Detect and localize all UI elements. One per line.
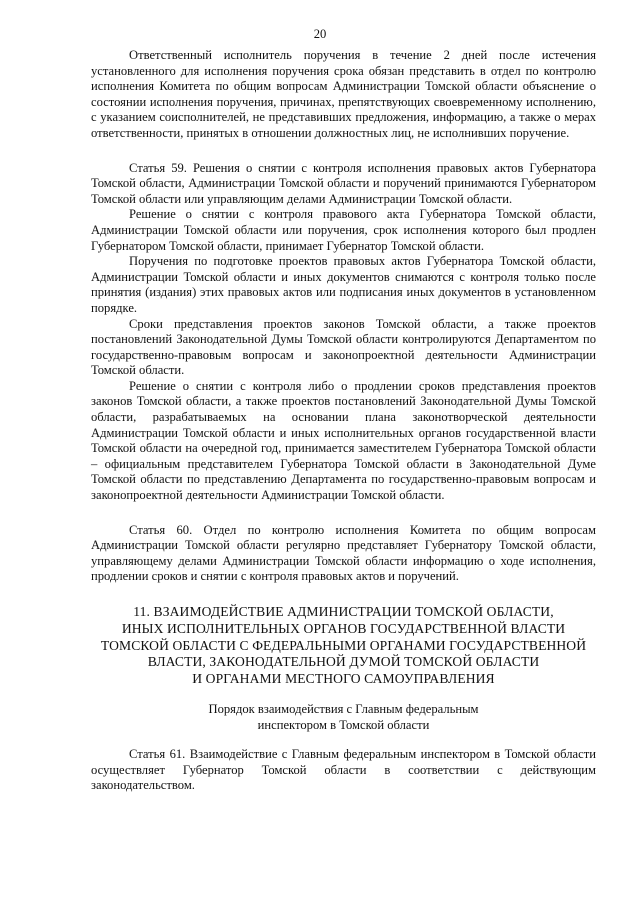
article-59-paragraph: Статья 59. Решения о снятии с контроля исполнения правовых актов Губернатора Томской области, Администрации Томской области и поручений принимаются Губернатором Томской области или управляющим делами Администрации Томской области. bbox=[91, 160, 596, 206]
subheading-line: Порядок взаимодействия с Главным федеральным bbox=[208, 701, 479, 716]
article-60-paragraph: Статья 60. Отдел по контролю исполнения Комитета по общим вопросам Администрации Томской области регулярно представляет Губернатору Томской области, управляющему делами Администрации Томской области информацию о ходе исполнения, продлении сроков и снятии с контроля правовых актов и поручений. bbox=[91, 522, 596, 584]
spacer bbox=[91, 733, 596, 747]
spacer bbox=[91, 142, 596, 161]
subheading bbox=[91, 702, 596, 733]
section-heading-line: 11. ВЗАИМОДЕЙСТВИЕ АДМИНИСТРАЦИИ ТОМСКОЙ ОБЛАСТИ, bbox=[133, 604, 554, 619]
section-heading-line: ИНЫХ ИСПОЛНИТЕЛЬНЫХ ОРГАНОВ ГОСУДАРСТВЕННОЙ ВЛАСТИ bbox=[121, 620, 566, 636]
document-body bbox=[91, 48, 596, 794]
spacer bbox=[91, 504, 596, 523]
subheading-line: инспектором в Томской области bbox=[257, 717, 430, 732]
article-59-paragraph: Сроки представления проектов законов Томской области, а также проектов постановлений Законодательной Думы Томской области контролируются Департаментом по государственно-правовым вопросам и законопроектной деятельности Администрации Томской области. bbox=[91, 316, 596, 378]
section-heading bbox=[91, 604, 596, 688]
page-number: 20 bbox=[313, 27, 327, 41]
section-heading-line: И ОРГАНАМИ МЕСТНОГО САМОУПРАВЛЕНИЯ bbox=[192, 671, 495, 687]
paragraph-responsible-executor: Ответственный исполнитель поручения в течение 2 дней после истечения установленного для исполнения поручения срока обязан представить в отдел по контролю исполнения Комитета по общим вопросам Администрации Томской области объяснение о состоянии исполнения поручения, причинах, препятствующих своевременному исполнению, с указанием соисполнителей, не представивших предложения, информацию, а также о мерах ответственности, принятых в отношении должностных лиц, не исполнивших поручение. bbox=[91, 48, 596, 140]
section-heading-line: ВЛАСТИ, ЗАКОНОДАТЕЛЬНОЙ ДУМОЙ ТОМСКОЙ ОБЛАСТИ bbox=[147, 654, 540, 670]
article-59-paragraph: Решение о снятии с контроля либо о продлении сроков представления проектов законов Томской области, а также проектов постановлений Законодательной Думы Томской области, разрабатываемых на основании плана законотворческой деятельности Администрации Томской области и иных исполнительных органов государственной власти Томской области на очередной год, принимается заместителем Губернатора Томской области – официальным представителем Губернатора Томской области в Законодательной Думе Томской области по представлению Департамента по государственно-правовым вопросам и законопроектной деятельности Администрации Томской области. bbox=[91, 378, 596, 503]
article-61-paragraph: Статья 61. Взаимодействие с Главным федеральным инспектором в Томской области осуществляет Губернатор Томской области в соответствии с действующим законодательством. bbox=[91, 747, 596, 793]
spacer bbox=[91, 585, 596, 604]
section-heading-line: ТОМСКОЙ ОБЛАСТИ С ФЕДЕРАЛЬНЫМИ ОРГАНАМИ ГОСУДАРСТВЕННОЙ bbox=[100, 637, 587, 653]
spacer bbox=[91, 688, 596, 702]
article-59-paragraph: Поручения по подготовке проектов правовых актов Губернатора Томской области, Администрации Томской области и иных документов снимаются с контроля только после принятия (издания) этих правовых актов или подписания иных документов в установленном порядке. bbox=[91, 254, 596, 315]
article-59-paragraph: Решение о снятии с контроля правового акта Губернатора Томской области, Администрации Томской области или поручения, срок исполнения которого был продлен Губернатором Томской области, принимает Губернатор Томской области. bbox=[91, 207, 596, 253]
